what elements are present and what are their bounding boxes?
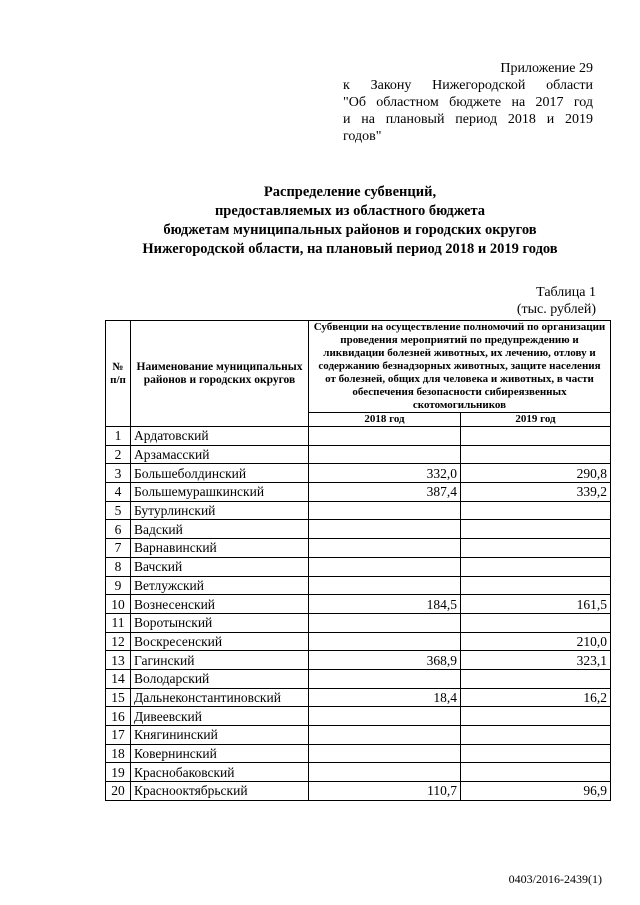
row-value-2018: 368,9	[309, 651, 461, 670]
header-2019: 2019 год	[461, 413, 611, 427]
row-number: 18	[106, 744, 131, 763]
row-value-2018: 332,0	[309, 464, 461, 483]
row-value-2018	[309, 669, 461, 688]
row-value-2019	[461, 427, 611, 446]
row-number: 9	[106, 576, 131, 595]
table-row	[106, 688, 611, 707]
table-row	[106, 613, 611, 632]
appendix-line-5: годов"	[343, 129, 382, 144]
table-row	[106, 782, 611, 801]
row-value-2019	[461, 707, 611, 726]
row-number: 14	[106, 669, 131, 688]
row-value-2019	[461, 501, 611, 520]
row-name: Арзамасский	[131, 445, 309, 464]
row-name: Княгининский	[131, 726, 309, 745]
row-name: Краснооктябрьский	[131, 782, 309, 801]
row-name: Воскресенский	[131, 632, 309, 651]
table-row	[106, 707, 611, 726]
table-row	[106, 501, 611, 520]
appendix-block	[343, 60, 593, 145]
table-row	[106, 464, 611, 483]
row-number: 3	[106, 464, 131, 483]
row-value-2019	[461, 557, 611, 576]
appendix-line-1: Приложение 29	[500, 61, 593, 76]
row-value-2019	[461, 613, 611, 632]
row-value-2019	[461, 576, 611, 595]
row-value-2018	[309, 539, 461, 558]
row-value-2019: 339,2	[461, 483, 611, 502]
row-value-2019: 96,9	[461, 782, 611, 801]
table-row	[106, 726, 611, 745]
table-row	[106, 445, 611, 464]
appendix-line-3: "Об областном бюджете на 2017 год	[343, 95, 593, 110]
row-name: Ардатовский	[131, 427, 309, 446]
subvention-table	[105, 320, 611, 801]
header-2018: 2018 год	[309, 413, 461, 427]
row-value-2018	[309, 576, 461, 595]
row-name: Большеболдинский	[131, 464, 309, 483]
header-name: Наименование муниципальных районов и городских округов	[131, 321, 309, 427]
row-number: 6	[106, 520, 131, 539]
row-value-2018	[309, 632, 461, 651]
table-row	[106, 669, 611, 688]
appendix-line-4: и на плановый период 2018 и 2019	[343, 112, 593, 127]
row-number: 5	[106, 501, 131, 520]
row-value-2019: 323,1	[461, 651, 611, 670]
row-name: Вадский	[131, 520, 309, 539]
row-number: 11	[106, 613, 131, 632]
table-row	[106, 763, 611, 782]
table-row	[106, 595, 611, 614]
row-value-2018	[309, 726, 461, 745]
header-number: № п/п	[106, 321, 131, 427]
row-value-2019	[461, 539, 611, 558]
row-number: 19	[106, 763, 131, 782]
table-body	[106, 427, 611, 801]
row-number: 10	[106, 595, 131, 614]
row-value-2018: 387,4	[309, 483, 461, 502]
row-name: Бутурлинский	[131, 501, 309, 520]
table-row	[106, 576, 611, 595]
table-row	[106, 632, 611, 651]
table-caption	[517, 284, 596, 318]
row-value-2019	[461, 726, 611, 745]
row-number: 20	[106, 782, 131, 801]
row-value-2018: 18,4	[309, 688, 461, 707]
row-value-2018: 184,5	[309, 595, 461, 614]
row-name: Варнавинский	[131, 539, 309, 558]
units-label: (тыс. рублей)	[516, 302, 596, 317]
row-number: 7	[106, 539, 131, 558]
row-value-2018: 110,7	[309, 782, 461, 801]
row-name: Вознесенский	[131, 595, 309, 614]
row-value-2018	[309, 520, 461, 539]
row-value-2019: 290,8	[461, 464, 611, 483]
row-number: 13	[106, 651, 131, 670]
row-value-2019	[461, 744, 611, 763]
table-row	[106, 483, 611, 502]
table-row	[106, 539, 611, 558]
row-value-2018	[309, 427, 461, 446]
row-value-2019	[461, 669, 611, 688]
row-value-2018	[309, 557, 461, 576]
row-number: 1	[106, 427, 131, 446]
row-value-2018	[309, 707, 461, 726]
row-number: 17	[106, 726, 131, 745]
row-name: Володарский	[131, 669, 309, 688]
row-name: Ветлужский	[131, 576, 309, 595]
title-line-2: предоставляемых из областного бюджета	[214, 203, 486, 219]
title-line-4: Нижегородской области, на плановый период 2018 и 2019 годов	[142, 241, 558, 257]
row-name: Дивеевский	[131, 707, 309, 726]
row-value-2019: 161,5	[461, 595, 611, 614]
row-value-2018	[309, 763, 461, 782]
table-row	[106, 651, 611, 670]
row-name: Вачский	[131, 557, 309, 576]
table-row	[106, 557, 611, 576]
row-name: Краснобаковский	[131, 763, 309, 782]
table-row	[106, 520, 611, 539]
row-name: Воротынский	[131, 613, 309, 632]
row-value-2019: 16,2	[461, 688, 611, 707]
row-value-2018	[309, 744, 461, 763]
row-number: 12	[106, 632, 131, 651]
row-name: Ковернинский	[131, 744, 309, 763]
footer-code: 0403/2016-2439(1)	[508, 872, 602, 886]
row-value-2019	[461, 520, 611, 539]
row-number: 8	[106, 557, 131, 576]
row-name: Гагинский	[131, 651, 309, 670]
row-value-2019	[461, 445, 611, 464]
row-name: Дальнеконстантиновский	[131, 688, 309, 707]
appendix-line-2: к Закону Нижегородской области	[343, 78, 593, 93]
title-line-3: бюджетам муниципальных районов и городских округов	[163, 222, 537, 238]
document-title	[60, 183, 640, 259]
row-value-2018	[309, 613, 461, 632]
row-number: 16	[106, 707, 131, 726]
row-value-2018	[309, 501, 461, 520]
row-number: 4	[106, 483, 131, 502]
header-subvention: Субвенции на осуществление полномочий по организации проведения мероприятий по предупреждению и ликвидации болезней животных, их лечению, отлову и содержанию безнадзорных животных, защите населения от болезней, общих для человека и животных, в части обеспечения безопасности сибиреязвенных скотомогильников	[309, 321, 611, 413]
row-value-2019: 210,0	[461, 632, 611, 651]
table-row	[106, 744, 611, 763]
row-number: 15	[106, 688, 131, 707]
table-row	[106, 427, 611, 446]
title-line-1: Распределение субвенций,	[263, 184, 437, 200]
row-value-2019	[461, 763, 611, 782]
row-name: Большемурашкинский	[131, 483, 309, 502]
row-value-2018	[309, 445, 461, 464]
table-label: Таблица 1	[536, 285, 596, 300]
row-number: 2	[106, 445, 131, 464]
